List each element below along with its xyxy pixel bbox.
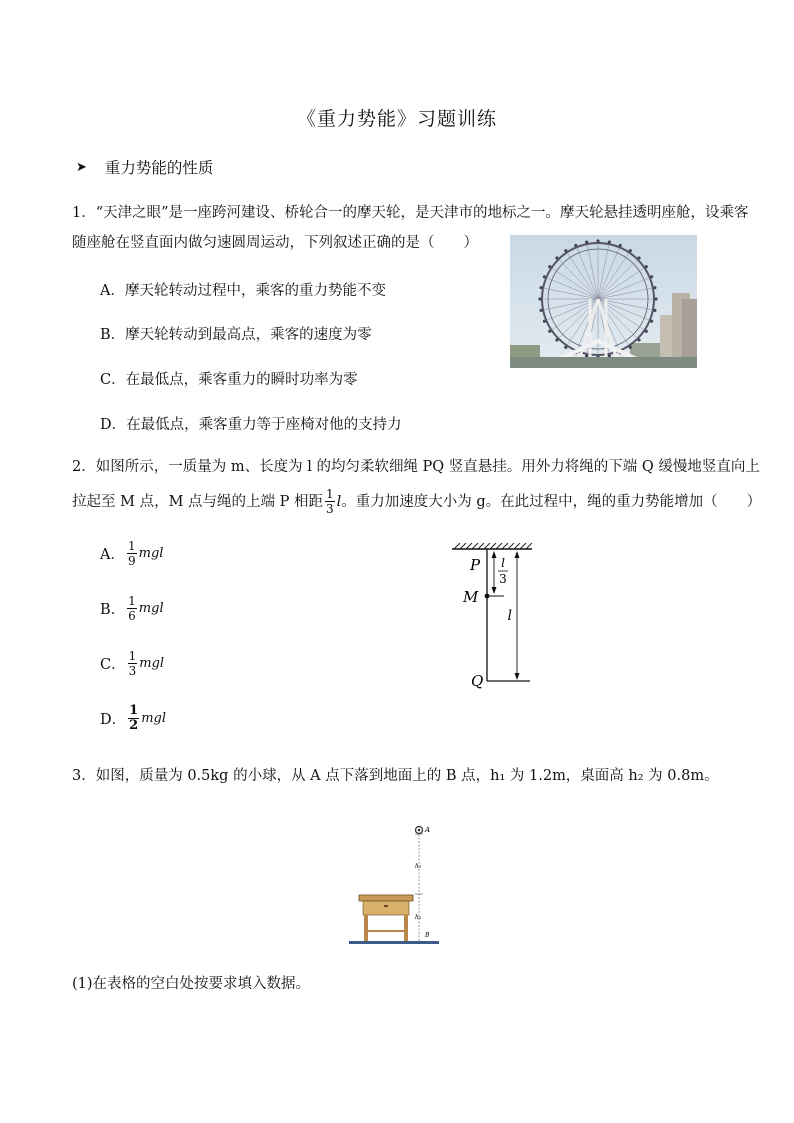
q1-stem-line1: 1．“天津之眼”是一座跨河建设、桥轮合一的摩天轮，是天津市的地标之一。摩天轮悬挂透明座舱，设乘客: [72, 205, 749, 221]
fraction-denominator: 2: [129, 718, 139, 733]
wheel-cabin: [654, 297, 657, 300]
ball-center: [418, 829, 421, 832]
q2-stem-line2-a: 拉起至 M 点，M 点与绳的上端 P 相距: [72, 493, 323, 510]
wheel-cabin: [637, 256, 640, 259]
wheel-cabin: [538, 297, 541, 300]
third-numerator: l: [501, 556, 505, 570]
drawer-handle: [384, 905, 388, 907]
q3-sub1: (1)在表格的空白处按要求填入数据。: [72, 976, 311, 992]
wheel-cabin: [540, 286, 543, 289]
q2-option-a: [100, 539, 163, 568]
q2-stem-fraction: [325, 487, 335, 516]
arrow-bullet-icon: ➤: [76, 159, 87, 175]
h1-label: h₁: [415, 863, 422, 870]
option-unit: mgl: [139, 656, 165, 671]
wheel-cabin: [564, 346, 567, 349]
q1-stem-line2: 随座舱在竖直面内做匀速圆周运动，下列叙述正确的是（ ）: [72, 235, 478, 251]
q2-stem-var: l: [336, 493, 342, 510]
q1-option-d: D．在最低点，乘客重力等于座椅对他的支持力: [100, 417, 402, 433]
option-label: B．: [100, 602, 126, 618]
falling-ball-diagram: [345, 820, 445, 946]
wheel-cabin: [629, 249, 632, 252]
q1-option-a: A．摩天轮转动过程中，乘客的重力势能不变: [100, 283, 386, 299]
third-denominator: 3: [499, 572, 507, 586]
fraction-numerator: 1: [129, 703, 139, 718]
ceiling-hatch: [454, 543, 532, 549]
q2-option-c: [100, 649, 164, 678]
option-unit: mgl: [138, 546, 164, 561]
wheel-cabin: [540, 309, 543, 312]
page-title: 《重力势能》习题训练: [296, 108, 497, 130]
q2-option-d: [100, 704, 166, 733]
q1-option-c: C．在最低点，乘客重力的瞬时功率为零: [100, 372, 358, 388]
wheel-cabin: [653, 309, 656, 312]
option-label: D．: [100, 712, 127, 728]
q-label: Q: [471, 672, 484, 690]
wheel-cabin: [555, 338, 558, 341]
wheel-cabin: [645, 330, 648, 333]
wheel-cabin: [608, 241, 611, 244]
l-arrow-down-icon: [515, 673, 520, 680]
q2-option-b: [100, 594, 164, 623]
option-fraction: [128, 649, 138, 678]
wheel-cabin: [555, 256, 558, 259]
option-fraction: [128, 704, 139, 733]
wheel-cabin: [548, 330, 551, 333]
table-leg-right: [404, 915, 408, 941]
wheel-cabin: [629, 346, 632, 349]
wheel-cabin: [650, 275, 653, 278]
wheel-cabin: [653, 286, 656, 289]
option-fraction: [127, 594, 137, 623]
option-label: C．: [100, 657, 126, 673]
wheel-cabin: [585, 241, 588, 244]
fraction-denominator: 6: [128, 609, 136, 623]
wheel-cabin: [637, 338, 640, 341]
table-leg-left: [364, 915, 368, 941]
wheel-cabin: [650, 320, 653, 323]
wheel-cabin: [596, 239, 599, 242]
wheel-cabin: [574, 244, 577, 247]
section-label: 重力势能的性质: [104, 159, 214, 177]
wheel-cabin: [543, 320, 546, 323]
option-unit: mgl: [138, 601, 164, 616]
wheel-cabin: [645, 265, 648, 268]
l-label: l: [507, 608, 512, 624]
q2-stem-line2: [72, 487, 761, 516]
wheel-cabin: [619, 244, 622, 247]
table-crossbar: [367, 930, 405, 932]
q2-stem-line1: 2．如图所示，一质量为 m、长度为 l 的均匀柔软细绳 PQ 竖直悬挂。用外力将绳的下端 Q 缓慢地竖直向上: [72, 459, 760, 475]
b-label: B: [425, 932, 430, 939]
third-arrow-up-icon: [492, 551, 497, 558]
table-drawer: [363, 901, 409, 915]
q3-stem: 3．如图，质量为 0.5kg 的小球，从 A 点下落到地面上的 B 点，h₁ 为 1.2m，桌面高 h₂ 为 0.8m。: [72, 768, 719, 784]
option-fraction: [127, 539, 137, 568]
q1-option-b: B．摩天轮转动到最高点，乘客的速度为零: [100, 327, 372, 343]
m-label: M: [463, 588, 479, 606]
option-unit: mgl: [141, 711, 166, 726]
section-heading: [76, 156, 213, 178]
fraction-numerator: 1: [128, 649, 137, 663]
fraction-denominator: 3: [326, 502, 334, 516]
third-arrow-down-icon: [492, 587, 497, 594]
fraction-numerator: 1: [127, 539, 136, 553]
option-label: A．: [100, 547, 125, 563]
fraction-denominator: 9: [127, 554, 136, 568]
fraction-denominator: 3: [128, 664, 137, 678]
fraction-numerator: 1: [326, 487, 334, 501]
a-label: A: [425, 826, 431, 834]
wheel-cabin: [543, 275, 546, 278]
rope-diagram: [448, 543, 538, 693]
ground-line: [349, 941, 439, 944]
h2-label: h₂: [415, 914, 422, 921]
l-arrow-up-icon: [515, 551, 520, 558]
ferris-wheel-photo: [510, 235, 697, 368]
q2-stem-line2-b: 。重力加速度大小为 g。在此过程中，绳的重力势能增加（ ）: [341, 493, 762, 510]
wheel-cabin: [564, 249, 567, 252]
fraction-numerator: 1: [128, 594, 136, 608]
wheel-cabin: [548, 265, 551, 268]
table-top: [359, 895, 413, 901]
p-label: P: [470, 556, 481, 574]
